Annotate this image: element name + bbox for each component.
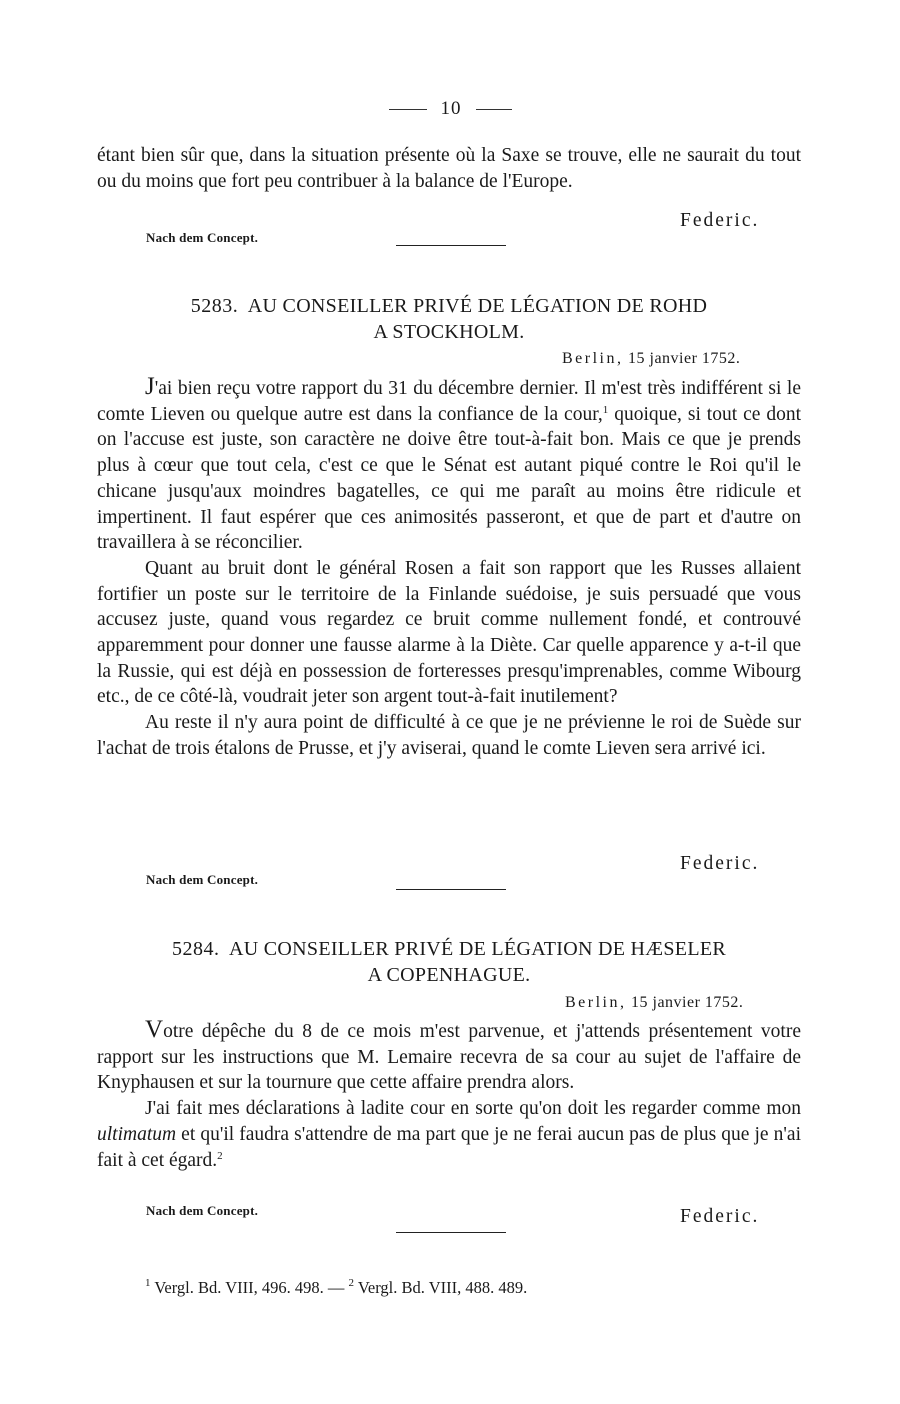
letter-5284-heading-line1	[97, 936, 801, 962]
letter-5283-place: Berlin,	[562, 350, 624, 367]
letter-5283-heading	[97, 293, 801, 345]
letter-5283-source-note: Nach dem Concept.	[146, 872, 259, 887]
letter-5283-number: 5283.	[190, 295, 239, 317]
letter-5284-signature: Federic.	[680, 1206, 760, 1227]
letter-5284-source-note: Nach dem Concept.	[146, 1203, 259, 1218]
continuation-signature: Federic.	[680, 210, 760, 231]
letter-5284-paragraph-1-text: otre dépêche du 8 de ce mois m'est parvenue, et j'attends présentement votre rapport sur les instructions que M. Lemaire recevra de sa cour au sujet de l'affaire de Knyphausen et sur la tournure que cette affaire prendra alors.	[97, 1021, 801, 1094]
letter-5283-heading-line2: A STOCKHOLM.	[373, 321, 525, 343]
letter-5283-paragraph-3: Au reste il n'y aura point de difficulté à ce que je ne prévienne le roi de Suède sur l'achat de trois étalons de Prusse, et j'y aviserai, quand le comte Lieven sera arrivé ici.	[97, 712, 801, 759]
footnote-2-mark: 2	[348, 1277, 354, 1289]
continuation-paragraph: étant bien sûr que, dans la situation présente où la Saxe se trouve, elle ne saurait du tout ou du moins que fort peu contribuer à la balance de l'Europe.	[97, 145, 801, 192]
letter-5284-paragraph-2-text-b: et qu'il faudra s'attendre de ma part que je ne ferai aucun pas de plus que je n'ai fait à cet égard.	[97, 1123, 801, 1171]
section-divider	[396, 1232, 506, 1233]
letter-5284-number: 5284.	[171, 938, 220, 960]
letter-5284-date: 15 janvier 1752.	[631, 994, 744, 1011]
letter-5284-initial: V	[145, 1016, 164, 1043]
section-divider	[396, 889, 506, 890]
letter-5284-place: Berlin,	[565, 994, 627, 1011]
letter-5283-dateline	[562, 350, 740, 368]
letter-5283-initial: J	[145, 373, 155, 400]
letter-5283-date: 15 janvier 1752.	[628, 350, 741, 367]
page-number	[0, 98, 900, 120]
footnote-ref-2: 2	[217, 1149, 223, 1162]
letter-5283-body	[97, 374, 801, 762]
page-number-dash-right	[476, 109, 512, 110]
continuation-source-note: Nach dem Concept.	[146, 230, 259, 245]
letter-5283-heading-line1	[97, 293, 801, 319]
letter-5283-paragraph-1	[97, 374, 801, 556]
letter-5283-signature: Federic.	[680, 853, 760, 874]
letter-5283-addressee: AU CONSEILLER PRIVÉ DE LÉGATION DE ROHD	[247, 295, 708, 317]
continuation-text-block	[97, 143, 801, 194]
section-divider	[396, 245, 506, 246]
letter-5284-addressee: AU CONSEILLER PRIVÉ DE LÉGATION DE HÆSELER	[228, 938, 726, 960]
letter-5284-heading	[97, 936, 801, 988]
footnote-1-text: Vergl. Bd. VIII, 496. 498. —	[150, 1278, 349, 1297]
letter-5284-body	[97, 1017, 801, 1173]
letter-5284-paragraph-2	[97, 1096, 801, 1173]
letter-5283-paragraph-1-text-a: 'ai bien reçu votre rapport du 31 du décembre dernier. Il m'est très indifférent si le comte Lieven ou quelque autre est dans la confiance de la cour,	[97, 378, 801, 425]
page-number-dash-left	[389, 109, 427, 110]
letter-5283-paragraph-1-text-b: quoique, si tout ce dont on l'accuse est juste, son caractère ne doive être tout-à-fait bon. Mais ce que je prends plus à cœur que tout cela, c'est ce que le Sénat est autant piqué contre le Roi qu'il le chicane jusqu'aux moindres bagatelles, ce qui me paraît au moins être ridicule et impertinent. Il faut espérer que ces animosités passeront, et que de part et d'autre on travaillera à se réconcilier.	[97, 403, 801, 554]
footnote-ref-1: 1	[602, 403, 609, 416]
page-number-text: 10	[440, 98, 462, 119]
letter-5284-heading-line2: A COPENHAGUE.	[367, 964, 531, 986]
letter-5284-dateline	[565, 994, 743, 1012]
ultimatum-emphasis: ultimatum	[97, 1123, 177, 1145]
letter-5284-paragraph-1	[97, 1017, 801, 1096]
letter-5284-paragraph-2-text-a: J'ai fait mes déclarations à ladite cour en sorte qu'on doit les regarder comme mon	[145, 1098, 801, 1120]
footnote-2-text: Vergl. Bd. VIII, 488. 489.	[354, 1278, 528, 1297]
footnotes	[145, 1278, 527, 1298]
letter-5283-paragraph-2: Quant au bruit dont le général Rosen a fait son rapport que les Russes allaient fortifier un poste sur le territoire de la Finlande suédoise, je suis persuadé que vous accusez juste, quand vous regardez ce bruit comme nullement fondé, et controuvé apparemment pour donner une fausse alarme à la Diète. Car quelle apparence y a-t-il que la Russie, qui est déjà en possession de forteresses presqu'imprenables, comme Wibourg etc., de ce côté-là, voudrait jeter son argent tout-à-fait inutilement?	[97, 557, 801, 708]
footnote-1-mark: 1	[145, 1277, 151, 1289]
